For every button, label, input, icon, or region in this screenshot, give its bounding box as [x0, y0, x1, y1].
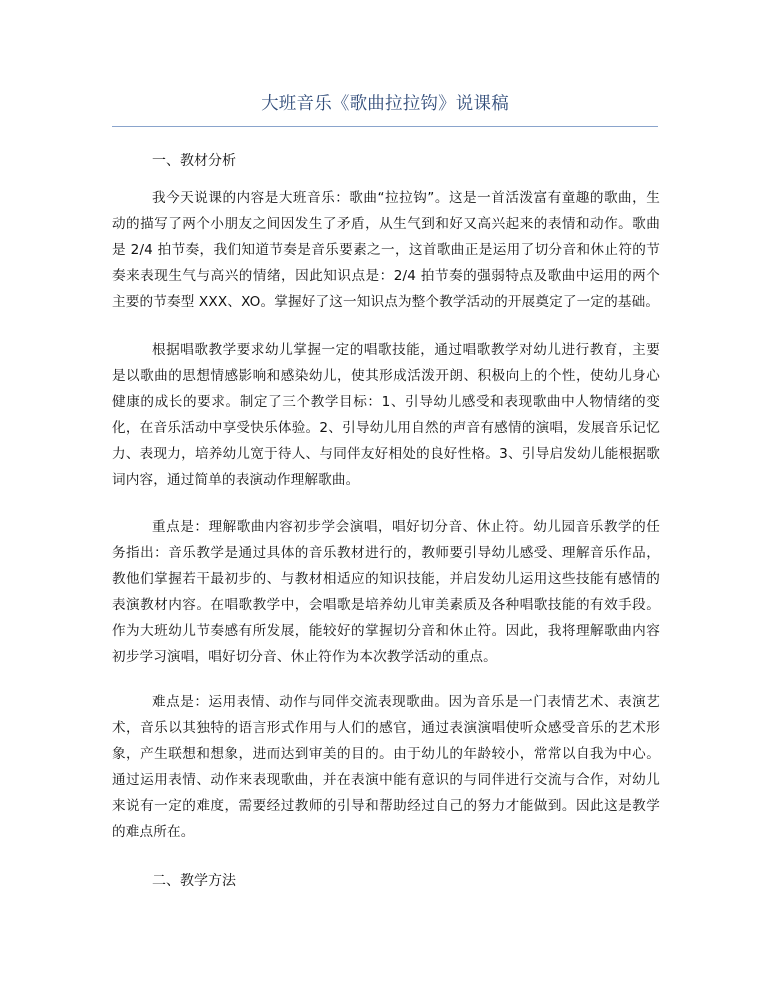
paragraph-content-intro: 我今天说课的内容是大班音乐：歌曲“拉拉钩”。这是一首活泼富有童趣的歌曲，生动的描写了两个小朋友之间因发生了矛盾，从生气到和好又高兴起来的表情和动作。歌曲是 2/4 拍节奏，我们知道节奏是音乐要素之一，这首歌曲正是运用了切分音和休止符的节奏来表现生气与高兴的情绪，因此知识点是：2/4 拍节奏的强弱特点及歌曲中运用的两个主要的节奏型 XXX、XO。掌握好了这一知识点为整个教学活动的开展奠定了一定的基础。 [112, 190, 660, 310]
document-title: 大班音乐《歌曲拉拉钩》说课稿 [261, 94, 509, 114]
paragraph-key-points: 重点是：理解歌曲内容初步学会演唱，唱好切分音、休止符。幼儿园音乐教学的任务指出：音乐教学是通过具体的音乐教材进行的，教师要引导幼儿感受、理解音乐作品，教他们掌握若干最初步的、与教材相适应的知识技能，并启发幼儿运用这些技能有感情的表演教材内容。在唱歌教学中，会唱歌是培养幼儿审美素质及各种唱歌技能的有效手段。作为大班幼儿节奏感有所发展，能较好的掌握切分音和休止符。因此，我将理解歌曲内容初步学习演唱，唱好切分音、休止符作为本次教学活动的重点。 [112, 519, 660, 665]
section-heading-methods: 二、教学方法 [152, 873, 236, 889]
title-divider [112, 126, 658, 127]
paragraph-difficulties: 难点是：运用表情、动作与同伴交流表现歌曲。因为音乐是一门表情艺术、表演艺术，音乐以其独特的语言形式作用与人们的感官，通过表演演唱使听众感受音乐的艺术形象，产生联想和想象，进而达到审美的目的。由于幼儿的年龄较小，常常以自我为中心。通过运用表情、动作来表现歌曲，并在表演中能有意识的与同伴进行交流与合作，对幼儿来说有一定的难度，需要经过教师的引导和帮助经过自己的努力才能做到。因此这是教学的难点所在。 [112, 694, 660, 840]
paragraph-teaching-goals: 根据唱歌教学要求幼儿掌握一定的唱歌技能，通过唱歌教学对幼儿进行教育，主要是以歌曲的思想情感影响和感染幼儿，使其形成活泼开朗、积极向上的个性，使幼儿身心健康的成长的要求。制定了三个教学目标：1、引导幼儿感受和表现歌曲中人物情绪的变化，在音乐活动中享受快乐体验。2、引导幼儿用自然的声音有感情的演唱，发展音乐记忆力、表现力，培养幼儿宽于待人、与同伴友好相处的良好性格。3、引导启发幼儿能根据歌词内容，通过简单的表演动作理解歌曲。 [112, 342, 660, 488]
section-heading-analysis: 一、教材分析 [152, 153, 236, 169]
